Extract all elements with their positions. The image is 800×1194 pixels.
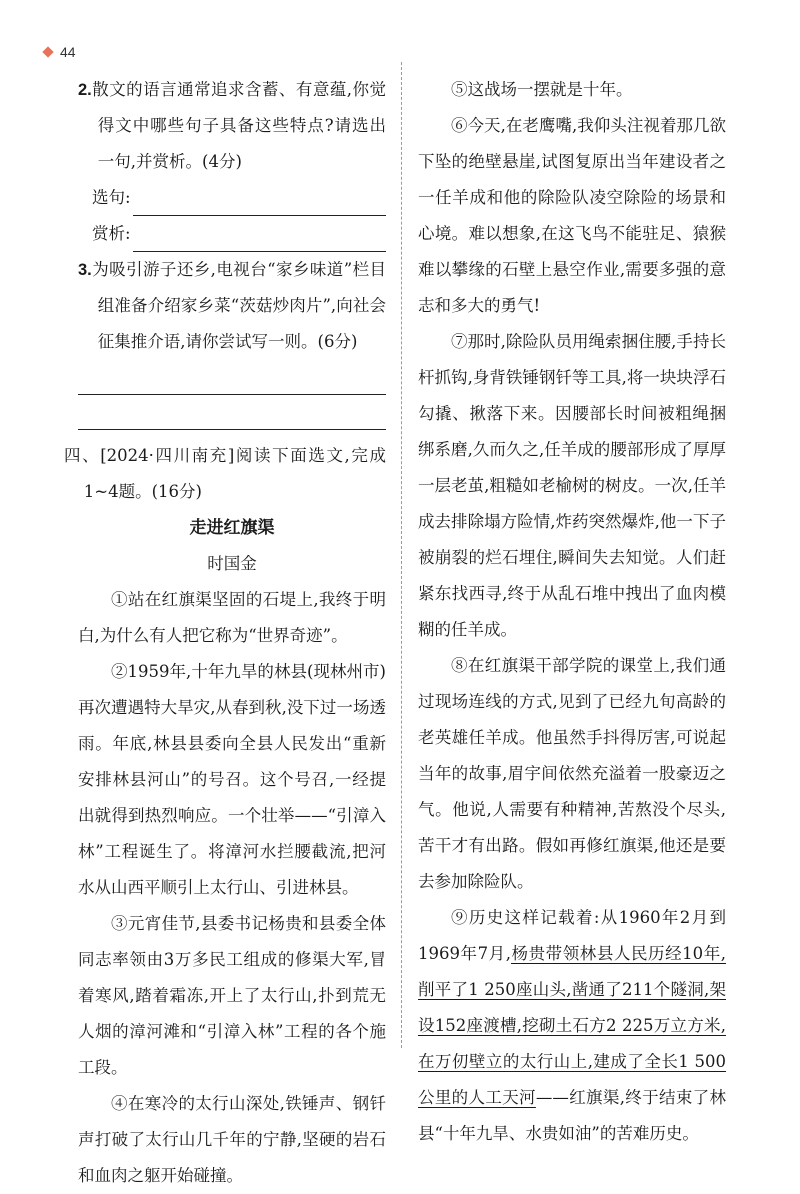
- question-3-text: 为吸引游子还乡,电视台“家乡味道”栏目组准备介绍家乡菜“茨菇炒肉片”,向社会征集推介语,请你尝试写一则。(6分): [91, 260, 386, 351]
- left-column: [64, 72, 386, 1194]
- question-2: [78, 72, 386, 180]
- select-sentence-label: 选句:: [92, 188, 131, 207]
- article-paragraph-3: ③元宵佳节,县委书记杨贵和县委全体同志率领由3万多民工组成的修渠大军,冒着寒风,踏着霜冻,开上了太行山,扑到荒无人烟的漳河滩和“引漳入林”工程的各个施工段。: [78, 914, 386, 1077]
- article-title: 走进红旗渠: [189, 518, 275, 537]
- article-paragraph-2: ②1959年,十年九旱的林县(现林州市)再次遭遇特大旱灾,从春到秋,没下过一场透雨。年底,林县县委向全县人民发出“重新安排林县河山”的号召。这个号召,一经提出就得到热烈响应。一个壮举——“引漳入林”工程诞生了。将漳河水拦腰截流,把河水从山西平顺引上太行山、引进林县。: [78, 662, 386, 897]
- section-heading: 四、[2024·四川南充]阅读下面选文,完成1~4题。(16分): [64, 446, 386, 501]
- article-paragraph-6: ⑥今天,在老鹰嘴,我仰头注视着那几欲下坠的绝壁悬崖,试图复原出当年建设者之一任羊成和他的除险队凌空除险的场景和心境。难以想象,在这飞鸟不能驻足、猿猴难以攀缘的石壁上悬空作业,需要多强的意志和多大的勇气!: [418, 116, 726, 315]
- article-paragraph-5: ⑤这战场一摆就是十年。: [451, 80, 633, 99]
- article-paragraph-8: ⑧在红旗渠干部学院的课堂上,我们通过现场连线的方式,见到了已经九旬高龄的老英雄任羊成。他虽然手抖得厉害,可说起当年的故事,眉宇间依然充溢着一股豪迈之气。他说,人需要有种精神,苦熬没个尽头,苦干才有出路。假如再修红旗渠,他还是要去参加除险队。: [418, 656, 726, 891]
- paragraph-9-tail: ——红旗渠,终于结束了林县“十年九旱、水贵如油”的苦难历史。: [418, 1088, 727, 1143]
- article-author: 时国金: [207, 554, 257, 573]
- page-number: 44: [60, 44, 76, 60]
- question-2-text: 散文的语言通常追求含蓄、有意蕴,你觉得文中哪些句子具备这些特点?请选出一句,并赏析。(4分): [91, 80, 386, 171]
- answer-line-2[interactable]: [78, 395, 386, 430]
- answer-row-appreciate: [92, 216, 386, 252]
- appreciation-line[interactable]: [133, 229, 386, 252]
- select-sentence-line[interactable]: [133, 193, 386, 216]
- paragraph-9-lead: ⑨历史这样记载着:从1960年2月到1969年7月,: [418, 908, 726, 963]
- question-2-number: 2.: [78, 81, 92, 99]
- article-paragraph-9: [418, 900, 726, 1152]
- appreciation-label: 赏析:: [92, 224, 131, 243]
- page-header: [44, 44, 76, 60]
- diamond-icon: [42, 46, 53, 57]
- answer-row-select: [92, 180, 386, 216]
- underlined-passage: 杨贵带领林县人民历经10年,削平了1 250座山头,凿通了211个隧洞,架设152座渡槽,挖砌土石方2 225万立方米,在万仞壁立的太行山上,建成了全长1 500公里的人工天河: [418, 944, 727, 1107]
- article-paragraph-7: ⑦那时,除险队员用绳索捆住腰,手持长杆抓钩,身背铁锤钢钎等工具,将一块块浮石勾撬、揪落下来。因腰部长时间被粗绳捆绑系磨,久而久之,任羊成的腰部形成了厚厚一层老茧,粗糙如老榆树的树皮。一次,任羊成去排除塌方险情,炸药突然爆炸,他一下子被崩裂的烂石埋住,瞬间失去知觉。人们赶紧东找西寻,终于从乱石堆中拽出了血肉模糊的任羊成。: [418, 332, 726, 639]
- answer-line-1[interactable]: [78, 360, 386, 395]
- question-3: [78, 252, 386, 360]
- column-divider: [401, 62, 402, 1048]
- article-paragraph-1: ①站在红旗渠坚固的石堤上,我终于明白,为什么有人把它称为“世界奇迹”。: [78, 590, 386, 645]
- article-paragraph-4: ④在寒冷的太行山深处,铁锤声、钢钎声打破了太行山几千年的宁静,坚硬的岩石和血肉之躯开始碰撞。: [78, 1094, 386, 1185]
- right-column: [418, 72, 726, 1152]
- question-3-number: 3.: [78, 261, 92, 279]
